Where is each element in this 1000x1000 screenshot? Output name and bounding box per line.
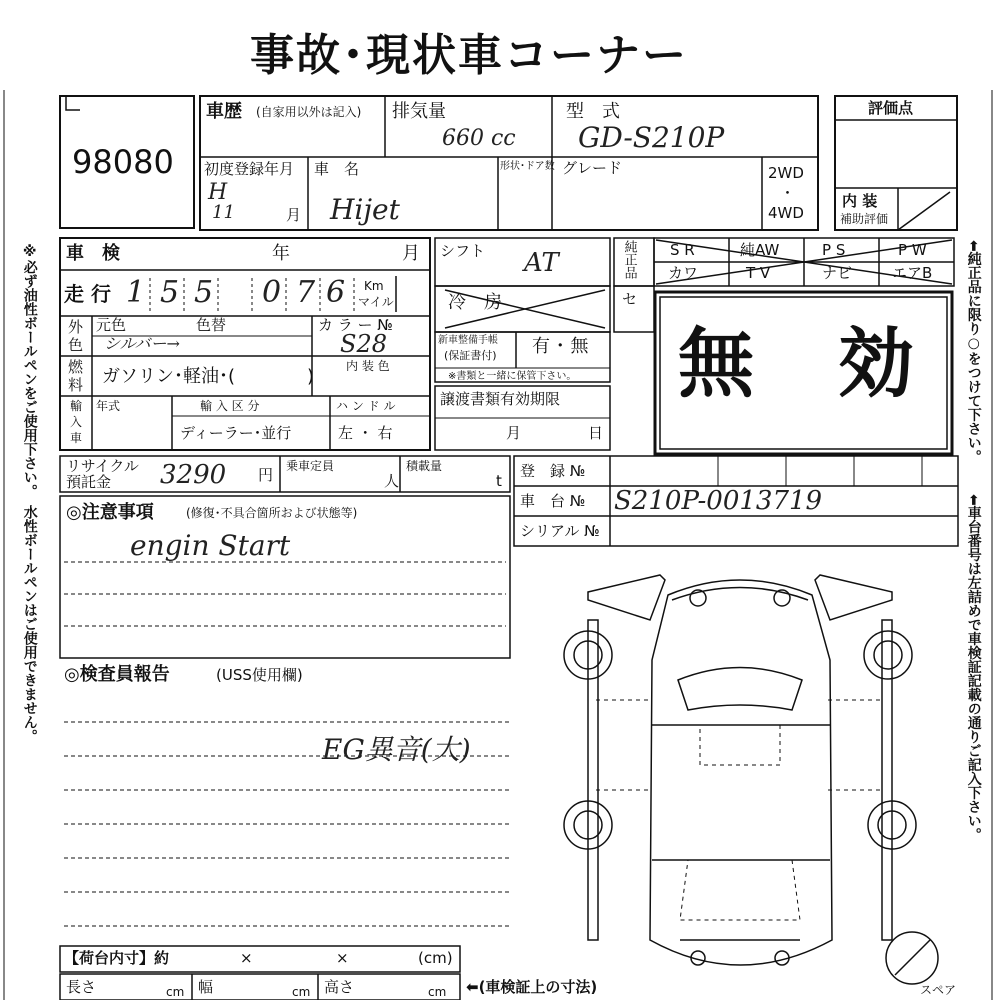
recycle-unit: 円 (258, 466, 274, 484)
right-side-note-chassis: ⬅車台番号は左詰めで車検証記載の通りご記入下さい。 (965, 494, 982, 842)
maintenance-sub-label: (保証書付) (444, 349, 497, 362)
se-label: セ (622, 290, 638, 308)
registration-no-label: 登 録 № (520, 462, 586, 480)
notes-value: engin Start (130, 529, 291, 562)
inspection-month: 月 (402, 243, 420, 264)
shift-value: AT (524, 248, 559, 278)
transfer-day: 日 (588, 424, 604, 442)
dim-length-unit: cm (166, 985, 185, 999)
score-label: 評価点 (868, 99, 914, 117)
lot-number: 98080 (72, 143, 174, 181)
displacement-value: 660 cc (442, 126, 516, 151)
first-registration-month: 11 (212, 202, 235, 223)
ac-label: 冷 房 (448, 292, 502, 313)
dim-height-unit: cm (428, 985, 447, 999)
invalid-stamp: 無 効 (678, 319, 918, 408)
dims-note: ⬅(車検証上の寸法) (466, 978, 598, 996)
import-label-2: 入 (70, 415, 83, 429)
capacity-label: 乗車定員 (286, 459, 335, 473)
import-label-3: 車 (70, 431, 83, 445)
chassis-no-value: S210P-0013719 (614, 486, 823, 516)
import-category-label: 輸 入 区 分 (200, 399, 260, 413)
interior-label: 内 装 (842, 192, 878, 210)
cargo-label: 【荷台内寸】約 (64, 949, 170, 967)
displacement-label: 排気量 (392, 101, 446, 122)
chassis-no-label: 車 台 № (520, 492, 586, 510)
history-label: 車歴 (206, 101, 242, 122)
dim-height-label: 高さ (324, 978, 355, 996)
inspection-label: 車 検 (66, 243, 120, 264)
spare-label: スペア (920, 983, 957, 997)
original-color-label: 元色 (96, 316, 127, 334)
exterior-label-2: 色 (68, 336, 84, 354)
import-year-label: 年式 (96, 399, 121, 413)
option-aw: 純AW (740, 241, 780, 259)
handle-options: 左 ・ 右 (338, 424, 393, 442)
option-navi: ナビ (822, 264, 853, 282)
shift-label: シフト (440, 242, 486, 260)
recycle-sub-label: 預託金 (66, 473, 112, 491)
dim-length-label: 長さ (66, 978, 97, 996)
dim-width-label: 幅 (198, 978, 214, 996)
right-side-note-genuine: ⬅純正品に限り○をつけて下さい。 (965, 240, 982, 464)
color-no-label: カ ラ ー № (318, 316, 393, 334)
grade-label: グレード (562, 159, 623, 177)
first-registration-label: 初度登録年月 (204, 160, 295, 178)
mileage-digit: 6 (326, 275, 346, 310)
mileage-label: 走 行 (64, 282, 111, 306)
mileage-digit: 0 (262, 275, 282, 310)
left-side-note: ※必ず油性ボールペンをご使用下さい。 水性ボールペンはご使用できません。 (21, 244, 38, 743)
exterior-label-1: 外 (68, 318, 84, 336)
load-unit: t (496, 472, 502, 490)
car-name-label: 車 名 (314, 160, 360, 178)
option-tv: T V (746, 264, 771, 282)
cargo-x2: × (336, 949, 349, 967)
inspection-year: 年 (272, 243, 290, 264)
option-pw: P W (898, 241, 927, 259)
drive-2wd: 2WD (768, 164, 804, 182)
import-label-1: 輸 (70, 399, 83, 413)
option-airbag: エアB (892, 264, 933, 282)
repaint-color-label: 色替 (196, 316, 227, 334)
fuel-label-1: 燃 (68, 358, 84, 376)
cargo-unit: (cm) (418, 949, 453, 967)
shape-doors-label: 形状･ドア数 (500, 161, 555, 172)
load-label: 積載量 (406, 459, 443, 473)
inspector-sub-label: (USS使用欄) (216, 666, 303, 684)
import-category-options: ディーラー･並行 (180, 424, 292, 442)
transfer-label: 譲渡書類有効期限 (440, 390, 561, 408)
maintenance-note: ※書類と一緒に保管下さい。 (448, 371, 577, 382)
genuine-label: 純正品 (621, 240, 637, 279)
mileage-digit: 5 (160, 275, 180, 310)
color-no-value: S28 (340, 330, 387, 358)
first-registration-year: H (208, 180, 228, 205)
fuel-options: ガソリン･軽油･( ) (102, 366, 315, 387)
option-leather: カワ (668, 264, 699, 282)
model-type-value: GD-S210P (578, 121, 725, 154)
mileage-unit-mile: マイル (358, 295, 394, 309)
maintenance-label: 新車整備手帳 (438, 335, 498, 346)
vehicle-diagram (564, 575, 938, 984)
mileage-unit-km: Km (364, 279, 384, 293)
recycle-value: 3290 (160, 460, 227, 490)
cargo-x1: × (240, 949, 253, 967)
maintenance-value: 有 ･ 無 (532, 336, 589, 357)
option-sr: S R (670, 241, 695, 259)
handle-label: ハ ン ド ル (336, 399, 396, 413)
car-name-value: Hijet (330, 193, 400, 226)
drive-4wd: 4WD (768, 204, 804, 222)
mileage-digit: 7 (296, 275, 316, 310)
capacity-unit: 人 (384, 472, 400, 490)
transfer-month: 月 (506, 424, 522, 442)
interior-sub-label: 補助評価 (840, 212, 889, 226)
fuel-label-2: 料 (68, 376, 84, 394)
mileage-digit: 5 (194, 275, 214, 310)
history-note: (自家用以外は記入) (256, 105, 362, 119)
first-registration-month-unit: 月 (286, 206, 302, 224)
interior-color-label: 内 装 色 (346, 359, 390, 373)
inspector-label: ◎検査員報告 (64, 664, 170, 685)
original-color-value: シルバー→ (104, 334, 180, 353)
inspector-value: EG異音(大) (322, 733, 471, 766)
notes-label: ◎注意事項 (66, 502, 154, 523)
page-title: 事故･現状車コーナー (250, 30, 688, 81)
model-type-label: 型 式 (566, 101, 620, 122)
recycle-label: リサイクル (66, 457, 139, 475)
notes-sub-label: (修復･不具合箇所および状態等) (186, 506, 358, 520)
option-ps: P S (822, 241, 846, 259)
mileage-digit: 1 (126, 275, 146, 310)
drive-dot: ・ (780, 184, 796, 202)
dim-width-unit: cm (292, 985, 311, 999)
serial-no-label: シリアル № (520, 522, 600, 540)
